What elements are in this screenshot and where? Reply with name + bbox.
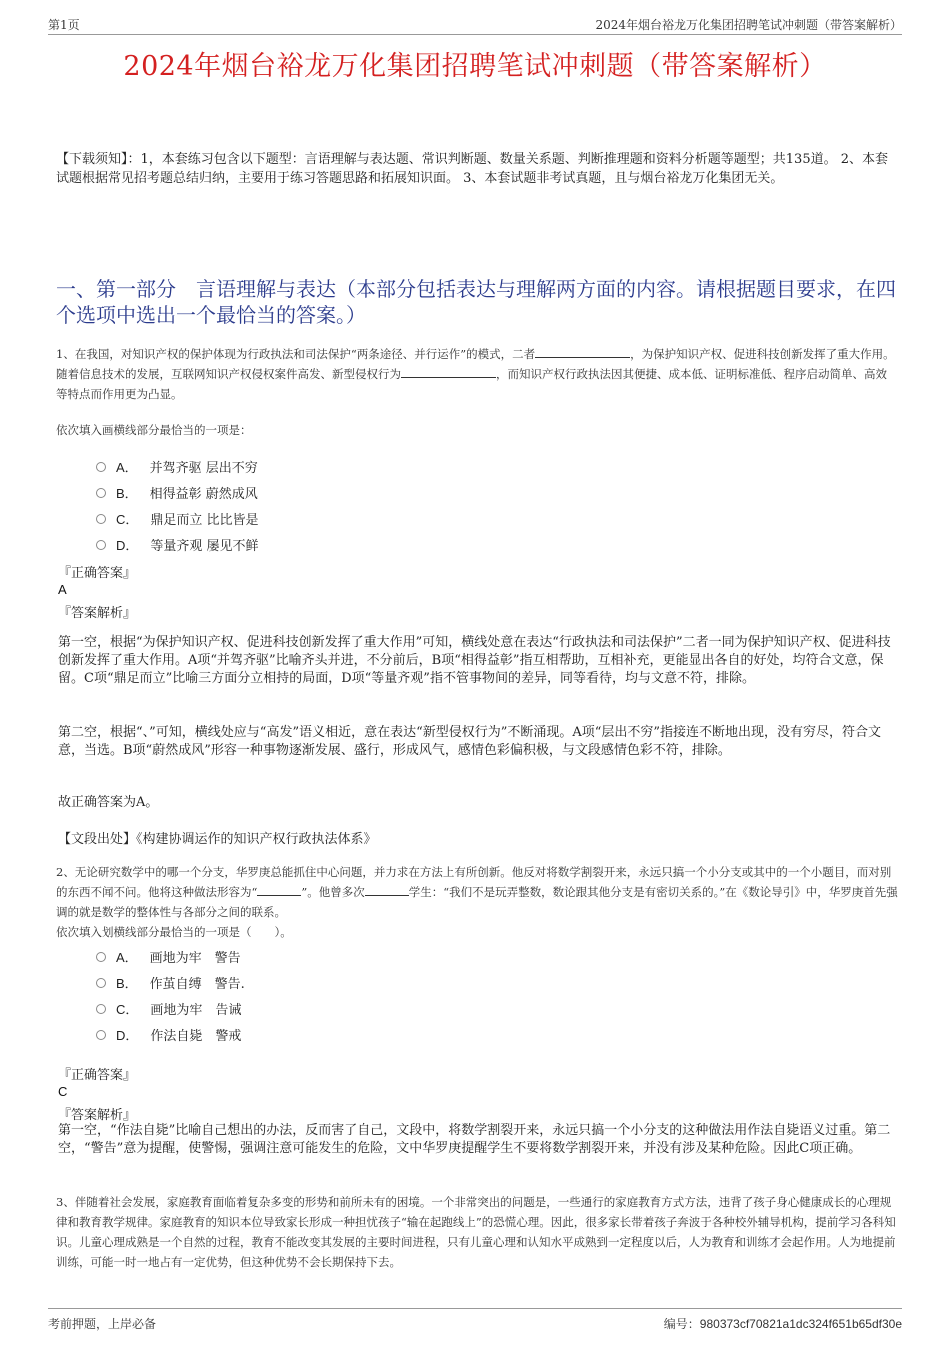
q1-source: 【文段出处】《构建协调运作的知识产权行政执法体系》 <box>58 832 377 847</box>
radio-icon[interactable] <box>96 952 106 962</box>
q1-option-c[interactable]: C． 鼎足而立 比比皆是 <box>96 508 259 528</box>
blank-line <box>257 883 301 896</box>
q1-option-b[interactable]: B． 相得益彰 蔚然成风 <box>96 482 258 502</box>
question-1-stem: 1、在我国，对知识产权的保护体现为行政执法和司法保护“两条途径、并行运作”的模式，二者 ，为保护知识产权、促进科技创新发挥了重大作用。随着信息技术的发展，互联网知识产权侵权案件高发、新型侵权行为 ，而知识产权行政执法因其便捷、成本低、证明标准低、程序启动简单、高效等特点而作用更为凸显。 <box>56 347 895 401</box>
page-header <box>48 14 902 35</box>
q2-option-a[interactable]: A． 画地为牢 警告 <box>96 946 241 966</box>
radio-icon[interactable] <box>96 462 106 472</box>
radio-icon[interactable] <box>96 1030 106 1040</box>
q1-option-a[interactable]: A． 并驾齐驱 层出不穷 <box>96 456 258 476</box>
download-notice: 【下载须知】：1，本套练习包含以下题型：言语理解与表达题、常识判断题、数量关系题、判断推理题和资料分析题等题型；共135道。 2、本套试题根据常见招考题总结归纳，主要用于练习答题思路和拓展知识面。 3、本套试题非考试真题，且与烟台裕龙万化集团无关。 <box>56 152 888 186</box>
question-2-prompt: 依次填入划横线部分最恰当的一项是（ ）。 <box>56 925 292 939</box>
q1-analysis-2: 第二空，根据“、”可知，横线处应与“高发”语义相近，意在表达“新型侵权行为”不断涌现。A项“层出不穷”指接连不断地出现，没有穷尽，符合文意，当选。B项“蔚然成风”形容一种事物逐渐发展、盛行，形成风气，感情色彩偏积极，与文段感情色彩不符，排除。 <box>58 725 882 758</box>
page-footer <box>48 1308 902 1331</box>
question-1-prompt: 依次填入画横线部分最恰当的一项是： <box>56 423 252 437</box>
q2-answer: C <box>58 1084 68 1099</box>
header-doc-title: 2024年烟台裕龙万化集团招聘笔试冲刺题（带答案解析） <box>595 18 902 32</box>
q2-answer-label: 『正确答案』 <box>58 1068 137 1083</box>
q2-analysis-label: 『答案解析』 <box>58 1108 137 1123</box>
footer-slogan: 考前押题，上岸必备 <box>48 1317 157 1331</box>
radio-icon[interactable] <box>96 540 106 550</box>
q1-option-d[interactable]: D． 等量齐观 屡见不鲜 <box>96 534 259 554</box>
q1-analysis-label: 『答案解析』 <box>58 606 137 621</box>
q2-option-b[interactable]: B． 作茧自缚 警告. <box>96 972 245 992</box>
blank-line <box>401 365 496 378</box>
radio-icon[interactable] <box>96 1004 106 1014</box>
question-2-stem: 2、无论研究数学中的哪一个分支，华罗庚总能抓住中心问题，并力求在方法上有所创新。他反对将数学割裂开来，永远只搞一个小分支或其中的一个小题目，而对别的东西不闻不问。他将这种做法形容为“ ”。他曾多次 学生：“我们不是玩弄整数，数论跟其他分支是有密切关系的。”在《数论导引》中，华罗庚首先强调的就是数学的整体性与各部分之间的联系。 <box>56 865 898 919</box>
page-number: 第1页 <box>48 18 80 32</box>
radio-icon[interactable] <box>96 488 106 498</box>
blank-line <box>365 883 409 896</box>
q2-option-d[interactable]: D． 作法自毙 警戒 <box>96 1024 241 1044</box>
document-code: 编号：980373cf70821a1dc324f651b65df30e <box>663 1317 902 1331</box>
question-3-stem: 3、伴随着社会发展，家庭教育面临着复杂多变的形势和前所未有的困境。一个非常突出的问题是，一些通行的家庭教育方式方法，违背了孩子身心健康成长的心理规律和教育教学规律。家庭教育的知识本位导致家长形成一种担忧孩子“输在起跑线上”的恐慌心理。因此，很多家长带着孩子奔波于各种校外辅导机构，提前学习各科知识。儿童心理成熟是一个自然的过程，教育不能改变其发展的主要时间进程，只有儿童心理和认知水平成熟到一定程度以后，人为教育和训练才会起作用。人为地提前训练，可能一时一地占有一定优势，但这种优势不会长期保持下去。 <box>56 1195 896 1269</box>
section-heading: 一、第一部分 言语理解与表达（本部分包括表达与理解两方面的内容。请根据题目要求，在四个选项中选出一个最恰当的答案。） <box>56 277 896 327</box>
radio-icon[interactable] <box>96 514 106 524</box>
q2-analysis-1: 第一空，“作法自毙”比喻自己想出的办法，反而害了自己，文段中，将数学割裂开来，永远只搞一个小分支的这种做法用作法自毙语义过重。第二空，“警告”意为提醒，使警惕，强调注意可能发生的危险，文中华罗庚提醒学生不要将数学割裂开来，并没有涉及某种危险。因此C项正确。 <box>58 1123 891 1156</box>
q1-analysis-1: 第一空，根据“为保护知识产权、促进科技创新发挥了重大作用”可知，横线处意在表达“行政执法和司法保护”二者一同为保护知识产权、促进科技创新发挥了重大作用。A项“并驾齐驱”比喻齐头并进，不分前后，B项“相得益彰”指互相帮助，互相补充，更能显出各自的好处，均符合文意，保留。C项“鼎足而立”比喻三方面分立相持的局面，D项“等量齐观”指不管事物间的差异，同等看待，均与文意不符，排除。 <box>58 635 891 686</box>
q2-option-c[interactable]: C． 画地为牢 告诫 <box>96 998 241 1018</box>
radio-icon[interactable] <box>96 978 106 988</box>
q1-answer-label: 『正确答案』 <box>58 566 137 581</box>
blank-line <box>535 345 630 358</box>
q1-answer: A <box>58 582 67 597</box>
page-title: 2024年烟台裕龙万化集团招聘笔试冲刺题（带答案解析） <box>123 51 827 82</box>
q1-analysis-3: 故正确答案为A。 <box>58 795 159 810</box>
